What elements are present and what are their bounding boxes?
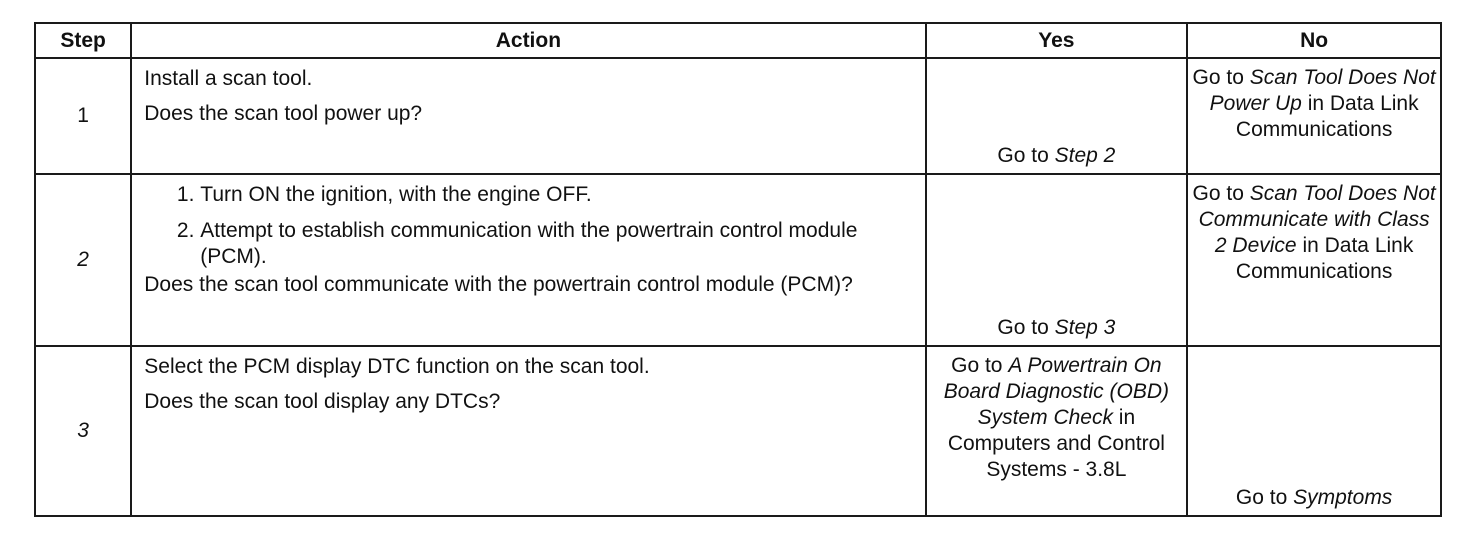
table-row — [35, 174, 1441, 346]
action-cell — [131, 174, 925, 346]
no-suffix: in Data Link Communications — [1235, 234, 1414, 283]
no-suffix: in Data Link Communications — [1235, 92, 1419, 141]
no-prefix: Go to — [1235, 486, 1294, 509]
yes-prefix: Go to — [997, 316, 1055, 339]
action-question: Does the scan tool display any DTCs? — [144, 390, 501, 413]
action-cell — [131, 58, 925, 174]
yes-link[interactable]: Step 2 — [1054, 144, 1116, 167]
action-cell — [131, 346, 925, 516]
table-row — [35, 58, 1441, 174]
action-steps-list — [144, 182, 914, 270]
action-instruction: Install a scan tool. — [144, 67, 313, 90]
no-cell — [1187, 58, 1441, 174]
step-number: 2 — [35, 174, 131, 346]
no-prefix: Go to — [1192, 66, 1250, 89]
action-step-item: 1. Turn ON the ignition, with the engine OFF. — [200, 182, 914, 208]
yes-suffix: in Computers and Control Systems - 3.8L — [947, 406, 1165, 481]
diagnostic-table — [34, 22, 1442, 517]
no-cell — [1187, 174, 1441, 346]
action-question: Does the scan tool communicate with the powertrain control module (PCM)? — [144, 273, 853, 296]
table-row — [35, 346, 1441, 516]
step-number: 3 — [35, 346, 131, 516]
header-step: Step — [35, 23, 131, 58]
yes-link[interactable]: Step 3 — [1054, 316, 1116, 339]
action-instruction: Select the PCM display DTC function on the scan tool. — [144, 355, 650, 378]
yes-cell — [926, 346, 1188, 516]
no-prefix: Go to — [1192, 182, 1250, 205]
header-yes: Yes — [926, 23, 1188, 58]
yes-link[interactable]: A Powertrain On Board Diagnostic (OBD) System Check — [943, 354, 1169, 429]
no-link[interactable]: Symptoms — [1293, 486, 1393, 509]
yes-cell — [926, 58, 1188, 174]
action-step-item: 2. Attempt to establish communication with the powertrain control module (PCM). — [200, 218, 914, 270]
header-no: No — [1187, 23, 1441, 58]
yes-prefix: Go to — [997, 144, 1055, 167]
yes-cell — [926, 174, 1188, 346]
step-number: 1 — [35, 58, 131, 174]
no-link[interactable]: Scan Tool Does Not Power Up — [1209, 66, 1436, 115]
header-row — [35, 23, 1441, 58]
header-action: Action — [131, 23, 925, 58]
yes-prefix: Go to — [951, 354, 1009, 377]
no-cell — [1187, 346, 1441, 516]
no-link[interactable]: Scan Tool Does Not Communicate with Class 2 Device — [1198, 182, 1436, 257]
action-question: Does the scan tool power up? — [144, 102, 423, 125]
